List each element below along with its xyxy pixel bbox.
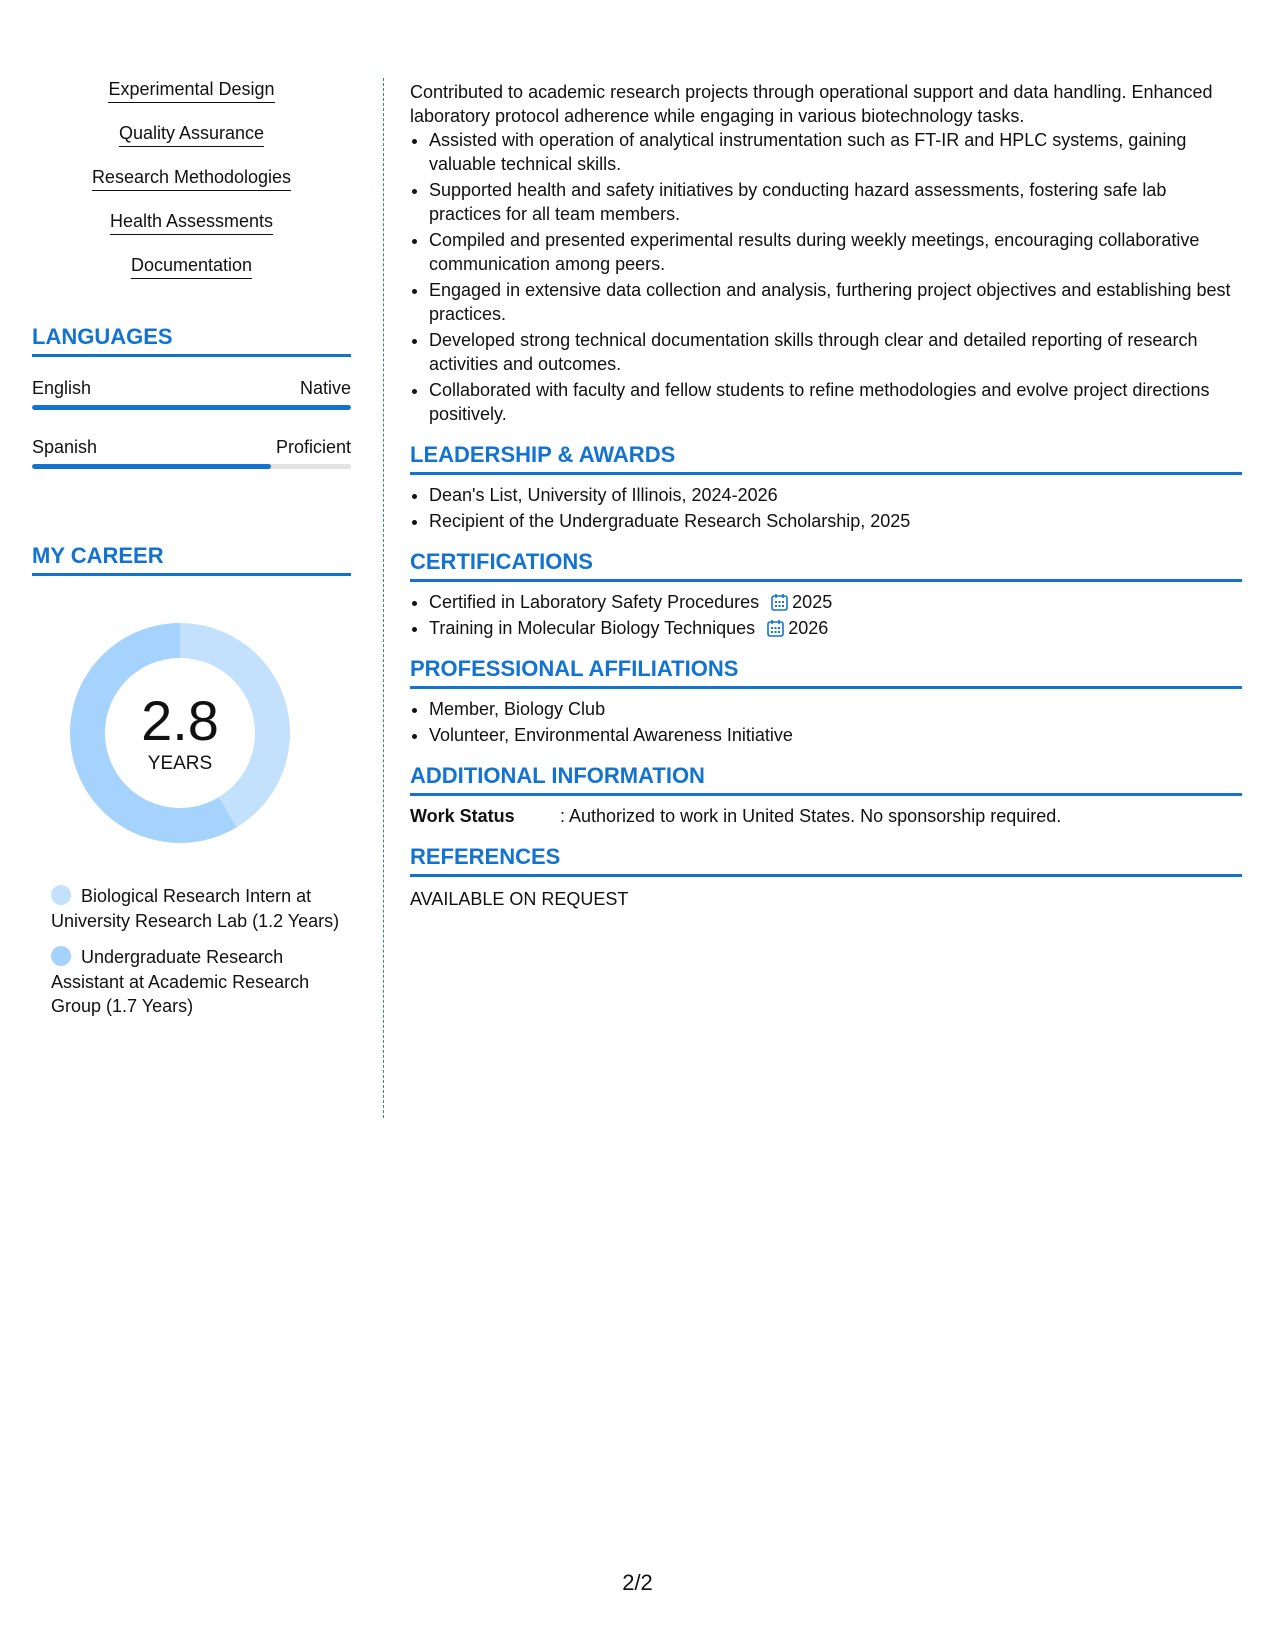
- certification-year: 2025: [792, 592, 833, 612]
- skill-item: Health Assessments: [32, 210, 351, 235]
- list-item: • Dean's List, University of Illinois, 2024-2026: [429, 483, 1242, 507]
- affiliations-title: PROFESSIONAL AFFILIATIONS: [410, 656, 1242, 689]
- additional-title: ADDITIONAL INFORMATION: [410, 763, 1242, 796]
- language-progress-fill: [32, 464, 271, 469]
- list-item: [429, 590, 1242, 614]
- experience-bullets: [410, 128, 1242, 426]
- awards-title: LEADERSHIP & AWARDS: [410, 442, 1242, 475]
- skill-item: Documentation: [32, 254, 351, 279]
- page-number: 2/2: [622, 1570, 653, 1595]
- affiliations-section: [410, 656, 1242, 747]
- certification-year: 2026: [788, 618, 829, 638]
- skill-item: Quality Assurance: [32, 122, 351, 147]
- awards-section: [410, 442, 1242, 533]
- additional-section: [410, 763, 1242, 828]
- work-status-label: Work Status: [410, 806, 515, 826]
- skill-item: Research Methodologies: [32, 166, 351, 191]
- legend-label: Undergraduate Research Assistant at Academic Research Group (1.7 Years): [51, 947, 310, 1016]
- certification-name: Training in Molecular Biology Techniques: [429, 618, 756, 638]
- list-item: • Collaborated with faculty and fellow students to refine methodologies and evolve project directions positively.: [429, 378, 1242, 426]
- language-level: Native: [299, 378, 351, 398]
- language-progress-bar: [32, 405, 351, 410]
- legend-dot: [51, 885, 71, 905]
- skill-item: Experimental Design: [32, 78, 351, 103]
- career-donut-chart: [65, 618, 295, 848]
- list-item: • Member, Biology Club: [429, 697, 1242, 721]
- work-status-value: : Authorized to work in United States. No sponsorship required.: [560, 806, 1062, 826]
- experience-summary: Contributed to academic research projects through operational support and data handling. Enhanced laboratory protocol adherence while engaging in various biotechnology tasks.: [410, 82, 1213, 126]
- language-progress-bar: [32, 464, 351, 469]
- certification-name: Certified in Laboratory Safety Procedures: [429, 592, 760, 612]
- list-item: • Recipient of the Undergraduate Research Scholarship, 2025: [429, 509, 1242, 533]
- career-total: 2.8: [141, 689, 219, 752]
- list-item: • Volunteer, Environmental Awareness Initiative: [429, 723, 1242, 747]
- language-english: [32, 377, 351, 410]
- references-text: AVAILABLE ON REQUEST: [410, 889, 629, 909]
- language-spanish: [32, 436, 351, 469]
- languages-title: LANGUAGES: [32, 324, 351, 357]
- legend-item: [51, 945, 341, 1019]
- list-item: • Developed strong technical documentation skills through clear and detailed reporting of research activities and outcomes.: [429, 328, 1242, 376]
- list-item: • Engaged in extensive data collection and analysis, furthering project objectives and establishing best practices.: [429, 278, 1242, 326]
- column-divider: [383, 78, 384, 1118]
- legend-item: [51, 884, 341, 933]
- experience-section: [410, 80, 1242, 426]
- language-name: English: [32, 378, 92, 398]
- list-item: • Supported health and safety initiatives by conducting hazard assessments, fostering safe lab practices for all team members.: [429, 178, 1242, 226]
- languages-section: [32, 324, 351, 469]
- right-column: [410, 80, 1242, 911]
- references-section: [410, 844, 1242, 911]
- certifications-title: CERTIFICATIONS: [410, 549, 1242, 582]
- certifications-section: [410, 549, 1242, 640]
- work-status-row: [410, 804, 1242, 828]
- language-progress-fill: [32, 405, 351, 410]
- left-column: [32, 78, 351, 1031]
- skills-list: [32, 78, 351, 279]
- list-item: [429, 616, 1242, 640]
- legend-dot: [51, 946, 71, 966]
- career-section: [32, 543, 351, 1019]
- language-name: Spanish: [32, 437, 98, 457]
- language-level: Proficient: [275, 437, 351, 457]
- career-unit: YEARS: [147, 753, 213, 774]
- calendar-icon: [771, 593, 788, 611]
- career-title: MY CAREER: [32, 543, 351, 576]
- list-item: • Assisted with operation of analytical instrumentation such as FT-IR and HPLC systems, gaining valuable technical skills.: [429, 128, 1242, 176]
- career-legend: [51, 884, 341, 1019]
- calendar-icon: [767, 619, 784, 637]
- references-title: REFERENCES: [410, 844, 1242, 877]
- legend-label: Biological Research Intern at University Research Lab (1.2 Years): [51, 886, 340, 931]
- list-item: • Compiled and presented experimental results during weekly meetings, encouraging collaborative communication among peers.: [429, 228, 1242, 276]
